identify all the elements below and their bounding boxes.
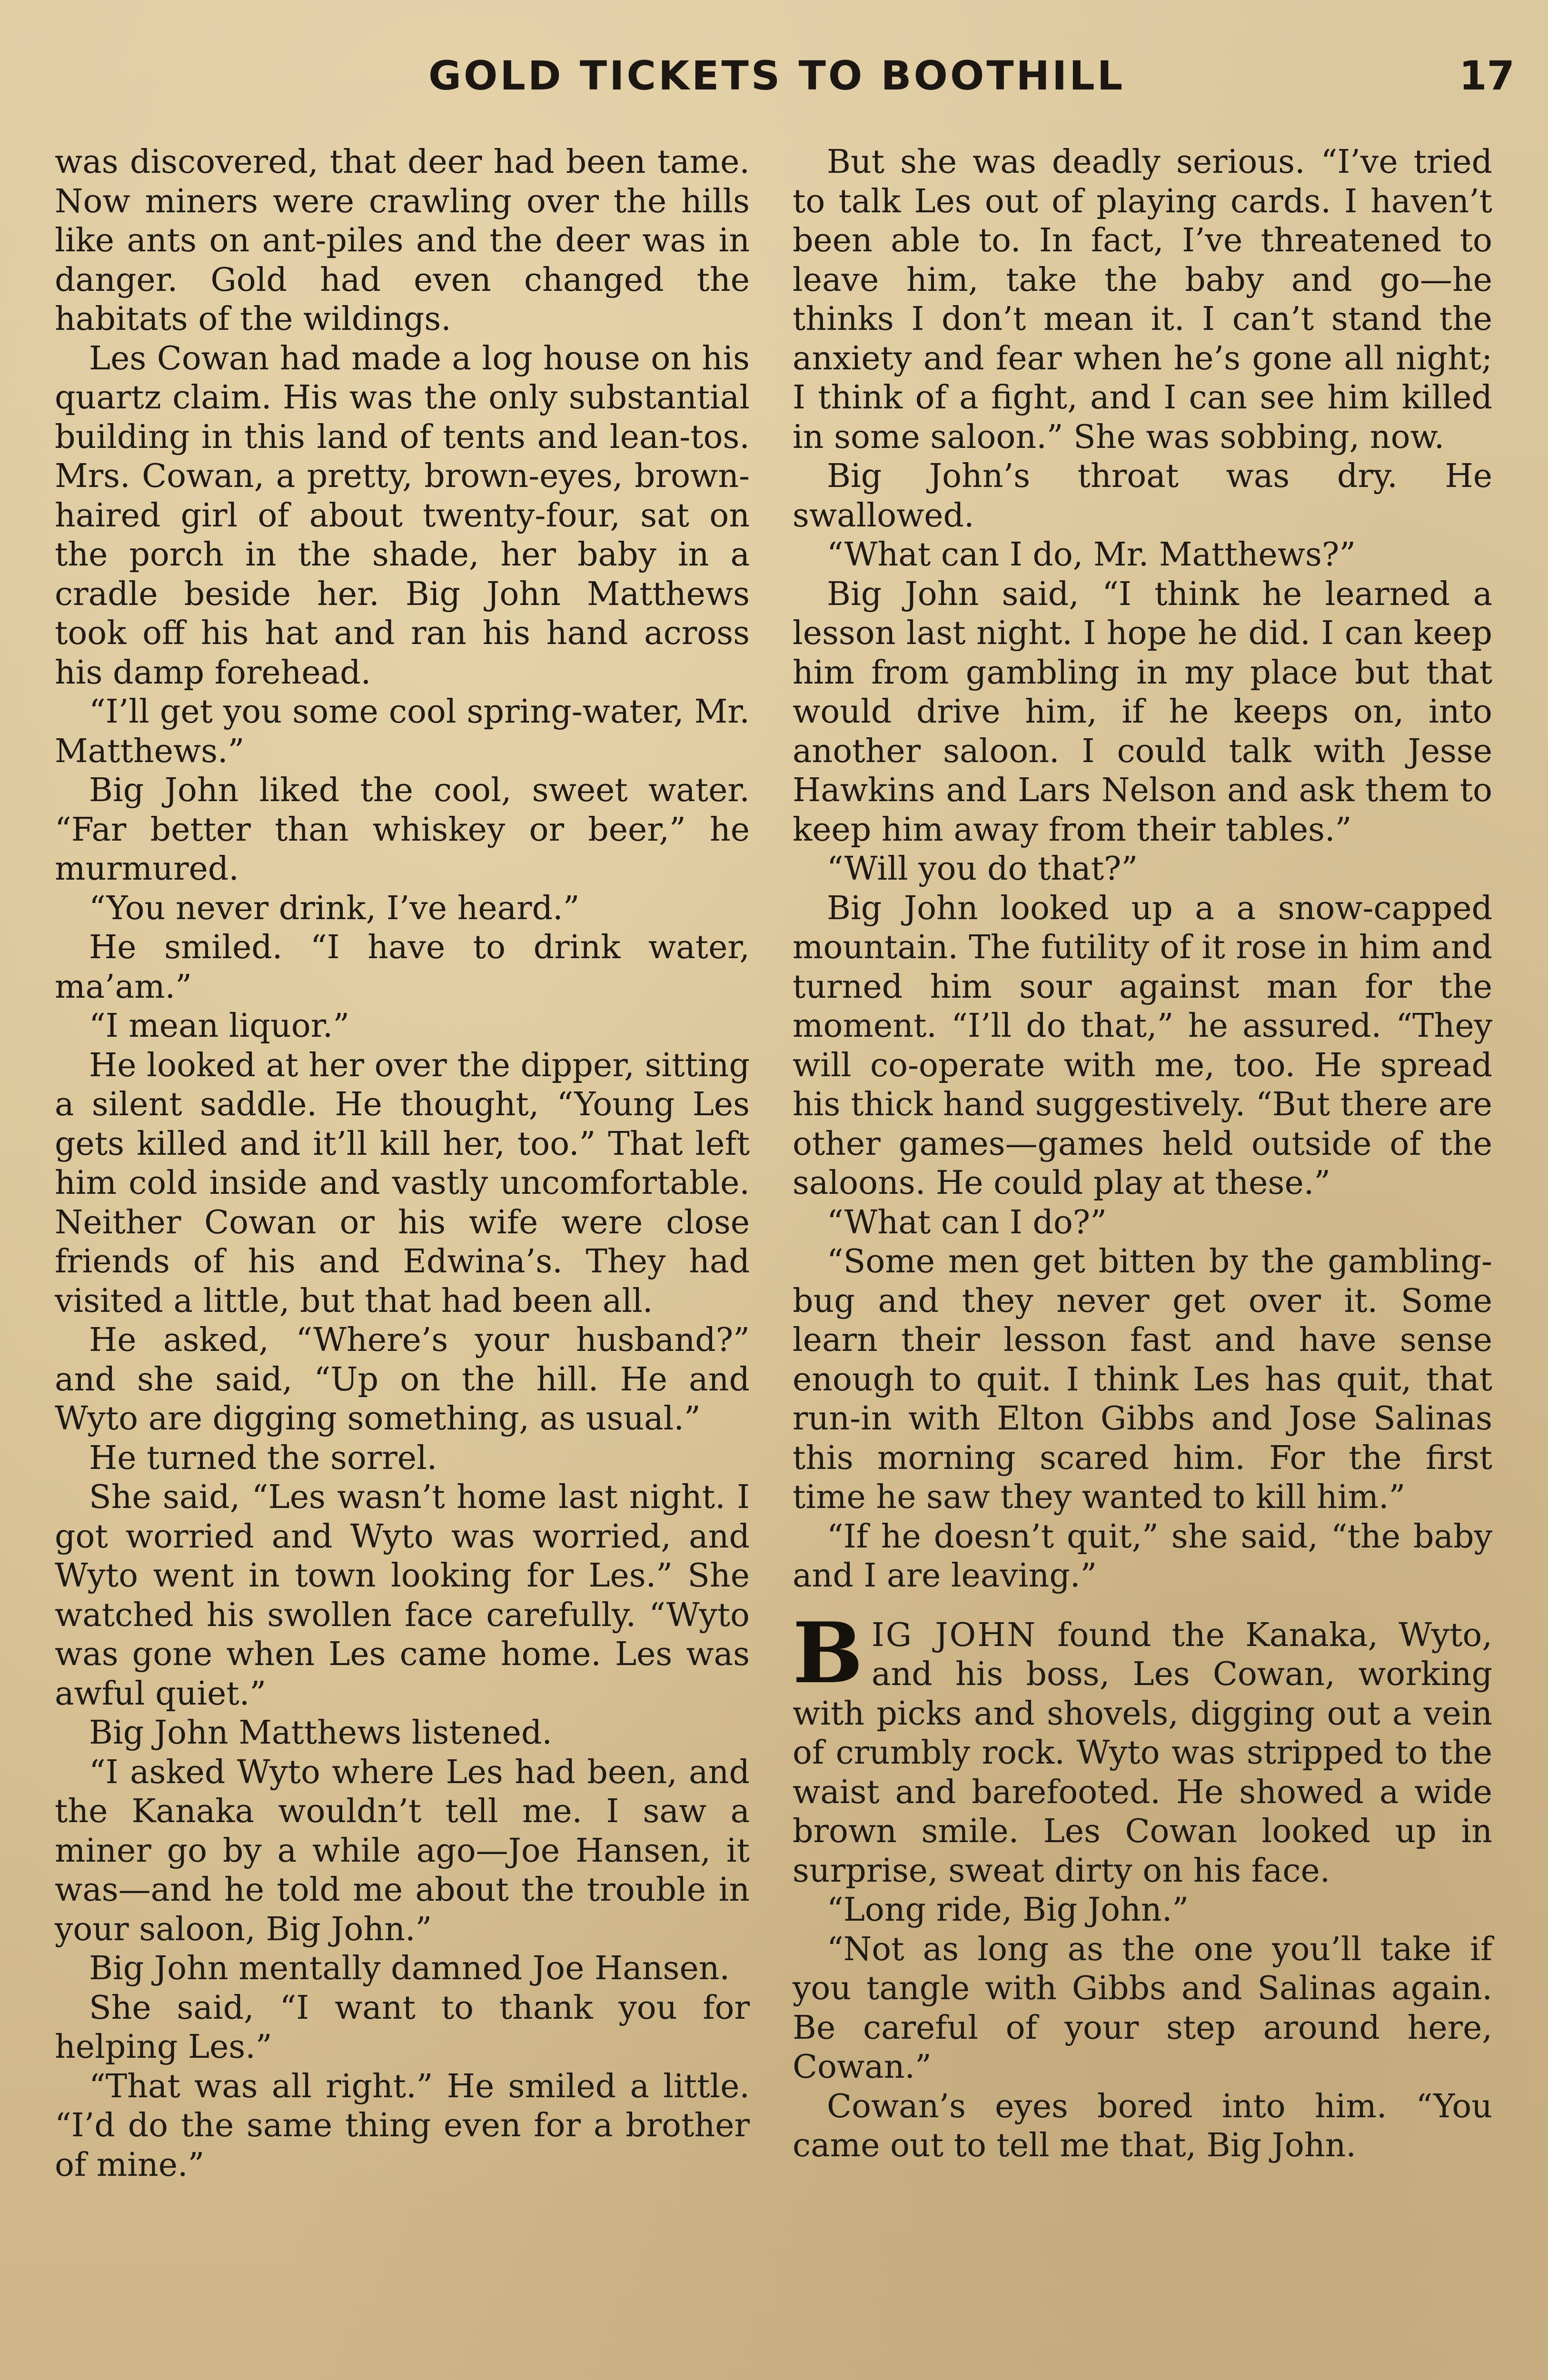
section-opening-paragraph (793, 1604, 1492, 1891)
paragraph: “Some men get bitten by the gambling-bug and they never get over it. Some learn their lesson fast and have sense enough to quit. I think Les has quit, that run-in with Elton Gibbs and Jose Salinas this morning scared him. For the first time he saw they wanted to kill him.” (793, 1243, 1492, 1516)
running-title: GOLD TICKETS TO BOOTHILL (428, 52, 1125, 99)
section-opening-text: found the Kanaka, Wyto, and his boss, Les Cowan, working with picks and shovels, digging out a vein of crumbly rock. Wyto was stripped to the waist and barefooted. He showed a wide brown smile. Les Cowan looked up in surprise, sweat dirty on his face. (793, 1616, 1492, 1890)
paragraph: “What can I do, Mr. Matthews?” (827, 536, 1356, 574)
paragraph: Big John looked up a a snow-capped mountain. The futility of it rose in him and turned him sour against man for the moment. “I’ll do that,” he assured. “They will co-operate with me, too. He spread his thick hand suggestively. “But there are other games—games held outside of the saloons. He could play at these.” (793, 889, 1492, 1202)
paragraph: But she was deadly serious. “I’ve tried to talk Les out of playing cards. I haven’t been able to. In fact, I’ve threatened to leave him, take the baby and go—he thinks I don’t mean it. I can’t stand the anxiety and fear when he’s gone all night; I think of a fight, and I can see him killed in some saloon.” She was sobbing, now. (793, 143, 1492, 456)
paragraph: Les Cowan had made a log house on his quartz claim. His was the only substantial building in this land of tents and lean-tos. Mrs. Cowan, a pretty, brown-eyes, brown-haired girl of about twenty-four, sat on the porch in the shade, her baby in a cradle beside her. Big John Matthews took off his hat and ran his hand across his damp forehead. (55, 339, 750, 692)
paragraph: “Long ride, Big John.” (827, 1891, 1189, 1929)
paragraph: “What can I do?” (827, 1203, 1107, 1241)
paragraph: “If he doesn’t quit,” she said, “the baby and I are leaving.” (793, 1517, 1492, 1595)
paragraph: Big John mentally damned Joe Hansen. (89, 1950, 730, 1987)
right-column (793, 143, 1492, 2166)
paragraph: She said, “Les wasn’t home last night. I got worried and Wyto was worried, and Wyto went in town looking for Les.” She watched his swollen face carefully. “Wyto was gone when Les came home. Les was awful quiet.” (55, 1478, 750, 1713)
left-column (55, 143, 750, 2185)
paragraph: Cowan’s eyes bored into him. “You came out to tell me that, Big John. (793, 2087, 1492, 2164)
page-header (0, 52, 1548, 114)
paragraph: He looked at her over the dipper, sitting a silent saddle. He thought, “Young Les gets killed and it’ll kill her, too.” That left him cold inside and vastly uncomfortable. Neither Cowan or his wife were close friends of his and Edwina’s. They had visited a little, but that had been all. (55, 1046, 750, 1320)
paragraph: He smiled. “I have to drink water, ma’am.” (55, 929, 750, 1006)
paragraph: Big John liked the cool, sweet water. “Far better than whiskey or beer,” he murmured. (55, 772, 750, 888)
paragraph: She said, “I want to thank you for helping Les.” (55, 1989, 750, 2066)
paragraph: “That was all right.” He smiled a little. “I’d do the same thing even for a brother of mine.” (55, 2067, 750, 2184)
paragraph: He turned the sorrel. (89, 1439, 437, 1477)
page-number: 17 (1459, 52, 1515, 99)
paragraph: Big John’s throat was dry. He swallowed. (793, 457, 1492, 535)
paragraph: “I asked Wyto where Les had been, and the Kanaka wouldn’t tell me. I saw a miner go by a while ago—Joe Hansen, it was—and he told me about the trouble in your saloon, Big John.” (55, 1753, 750, 1948)
paragraph: “Not as long as the one you’ll take if you tangle with Gibbs and Salinas again. Be careful of your step around here, Cowan.” (793, 1930, 1492, 2086)
paragraph: “I’ll get you some cool spring-water, Mr. Matthews.” (55, 693, 750, 770)
paragraph: “I mean liquor.” (89, 1007, 350, 1045)
paragraph: “You never drink, I’ve heard.” (89, 889, 580, 927)
paragraph: Big John Matthews listened. (89, 1714, 552, 1752)
paragraph: He asked, “Where’s your husband?” and she said, “Up on the hill. He and Wyto are digging something, as usual.” (55, 1321, 750, 1438)
paragraph: was discovered, that deer had been tame. Now miners were crawling over the hills like ants on ant-piles and the deer was in danger. Gold had even changed the habitats of the wildings. (55, 143, 750, 338)
paragraph: “Will you do that?” (827, 850, 1138, 888)
drop-cap: B (793, 1604, 863, 1702)
section-opening-caps: IG JOHN (871, 1616, 1037, 1654)
paragraph: Big John said, “I think he learned a lesson last night. I hope he did. I can keep him from gambling in my place but that would drive him, if he keeps on, into another saloon. I could talk with Jesse Hawkins and Lars Nelson and ask them to keep him away from their tables.” (793, 575, 1492, 849)
